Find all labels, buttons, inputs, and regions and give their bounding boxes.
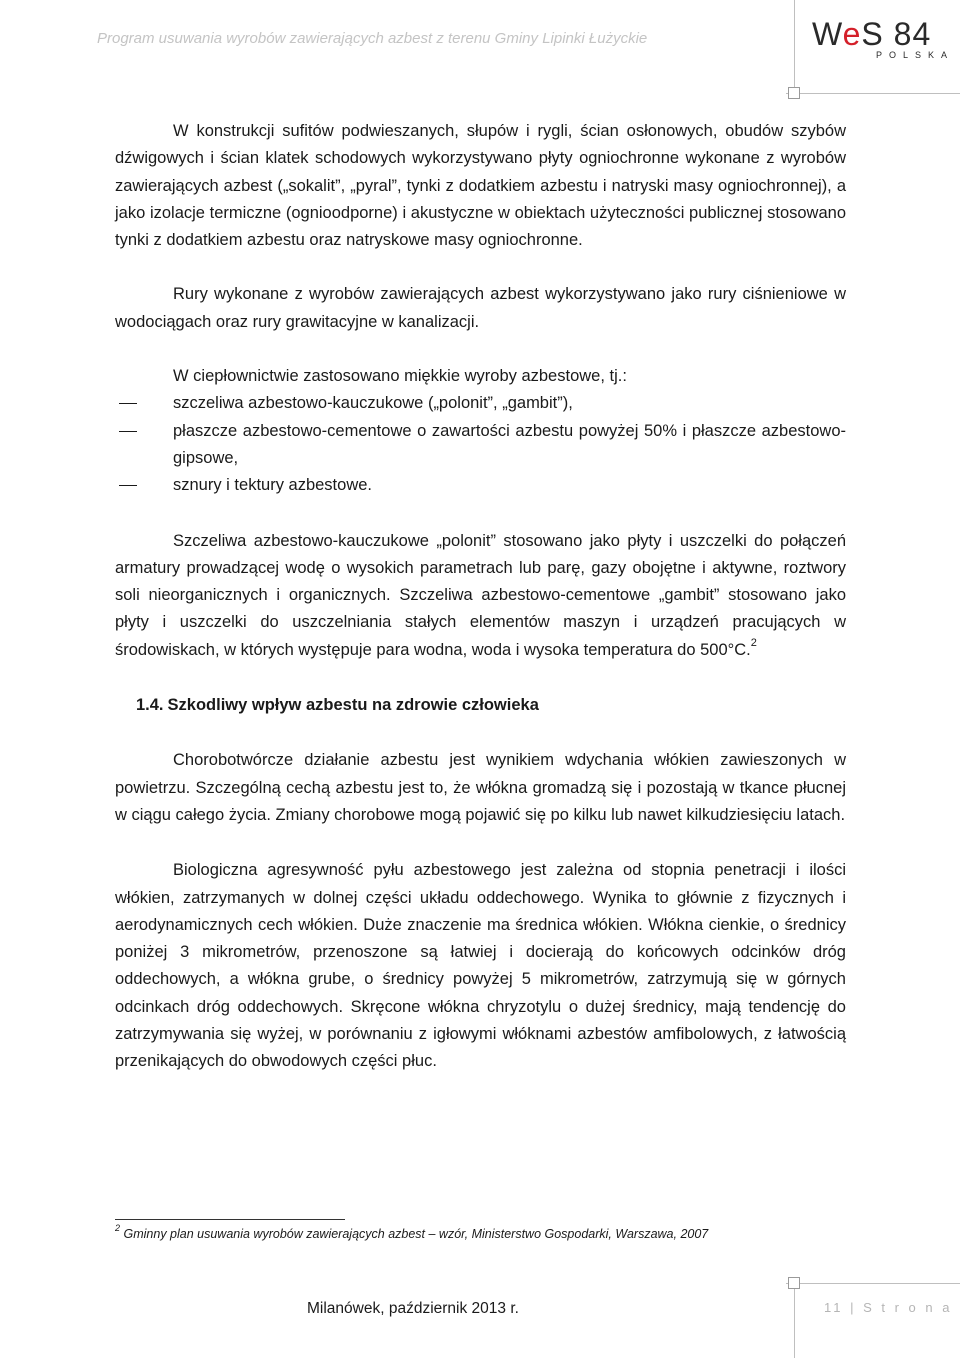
list-item: płaszcze azbestowo-cementowe o zawartości azbestu powyżej 50% i płaszcze azbestowo-gipsowe, bbox=[115, 418, 846, 473]
paragraph-ceilings: W konstrukcji sufitów podwieszanych, słupów i rygli, ścian osłonowych, obudów szybów dźwigowych i ścian klatek schodowych wykorzystywano płyty ogniochronne wykonane z wyrobów zawierających azbest („sokalit”, „pyral”, tynki z dodatkiem azbestu i natryski masy ogniochronnej), a jako izolacje termiczne (ognioodporne) i akustyczne w obiektach użyteczności publicznej stosowano tynki z dodatkiem azbestu oraz natryskowe masy ogniochronne. bbox=[115, 122, 846, 250]
footer-location-date: Milanówek, październik 2013 r. bbox=[307, 1300, 519, 1317]
dash-bullet-icon bbox=[119, 403, 137, 404]
header-vertical-rule bbox=[794, 0, 795, 88]
logo-wordmark: WeS 84 bbox=[812, 16, 932, 52]
paragraph-heating: W ciepłownictwie zastosowano miękkie wyroby azbestowe, tj.: bbox=[173, 367, 627, 386]
footer-vertical-rule bbox=[794, 1280, 795, 1358]
paragraph-pipes: Rury wykonane z wyrobów zawierających azbest wykorzystywano jako rury ciśnieniowe w wodociągach oraz rury grawitacyjne w kanalizacji. bbox=[115, 285, 846, 331]
footnote-reference: 2 bbox=[750, 637, 757, 650]
list-item: sznury i tektury azbestowe. bbox=[115, 472, 846, 499]
document-body bbox=[115, 118, 846, 1076]
logo-subtitle: POLSKA bbox=[876, 50, 955, 60]
list-item: szczeliwa azbestowo-kauczukowe („polonit”, „gambit”), bbox=[115, 390, 846, 417]
footer-corner-marker bbox=[788, 1277, 800, 1289]
paragraph-biological-aggressiveness: Biologiczna agresywność pyłu azbestowego jest zależna od stopnia penetracji i ilości włókien, zatrzymanych w dolnej części układu oddechowego. Wynika to głównie z fizycznych i aerodynamicznych cech włókien. Duże znaczenie ma średnica włókien. Włókna cienkie, o średnicy poniżej 3 mikrometrów, przenoszone są łatwiej i docierają do końcowych odcinków dróg oddechowych, a włókna grube, o średnicy powyżej 5 mikrometrów, zatrzymują się w górnych odcinkach dróg oddechowych. Skręcone włókna chryzotylu o dużej średnicy, mają tendencję do zatrzymywania się wyżej, w porównaniu z igłowymi włóknami azbestów amfibolowych, z łatwością przenikających do obwodowych części płuc. bbox=[115, 861, 846, 1071]
footer-horizontal-rule bbox=[786, 1283, 960, 1284]
footnote-separator bbox=[115, 1219, 345, 1220]
footnote: $^2$ Gminny plan usuwania wyrobów zawierających azbest – wzór, Ministerstwo Gospodarki, Warszawa, 2007 bbox=[115, 1222, 709, 1241]
dash-bullet-icon bbox=[119, 431, 137, 432]
page-number: 11 | S t r o n a bbox=[824, 1300, 953, 1315]
document-header-title: Program usuwania wyrobów zawierających azbest z terenu Gminy Lipinki Łużyckie bbox=[97, 30, 648, 47]
dash-bullet-icon bbox=[119, 485, 137, 486]
header-corner-marker bbox=[788, 87, 800, 99]
section-heading: 1.4. Szkodliwy wpływ azbestu na zdrowie człowieka bbox=[136, 696, 539, 715]
header-horizontal-rule bbox=[786, 93, 960, 94]
paragraph-seals: Szczeliwa azbestowo-kauczukowe „polonit” stosowano jako płyty i uszczelki do połączeń armatury prowadzącej wodę o wysokich parametrach lub parę, gazy obojętne i aktywne, roztwory soli nieorganicznych i organicznych. Szczeliwa azbestowo-cementowe „gambit” stosowano jako płyty i uszczelki do uszczelniania stałych elementów maszyn i urządzeń pracujących w środowiskach, w których występuje para wodna, woda i wysoka temperatura do 500°C.$^2$ bbox=[115, 531, 846, 659]
paragraph-health-effects: Chorobotwórcze działanie azbestu jest wynikiem wdychania włókien zawieszonych w powietrzu. Szczególną cechą azbestu jest to, że włókna gromadzą się i pozostają w tkance płucnej w ciągu całego życia. Zmiany chorobowe mogą pojawić się po kilku lub nawet kilkudziesięciu latach. bbox=[115, 751, 846, 824]
company-logo bbox=[812, 14, 955, 62]
